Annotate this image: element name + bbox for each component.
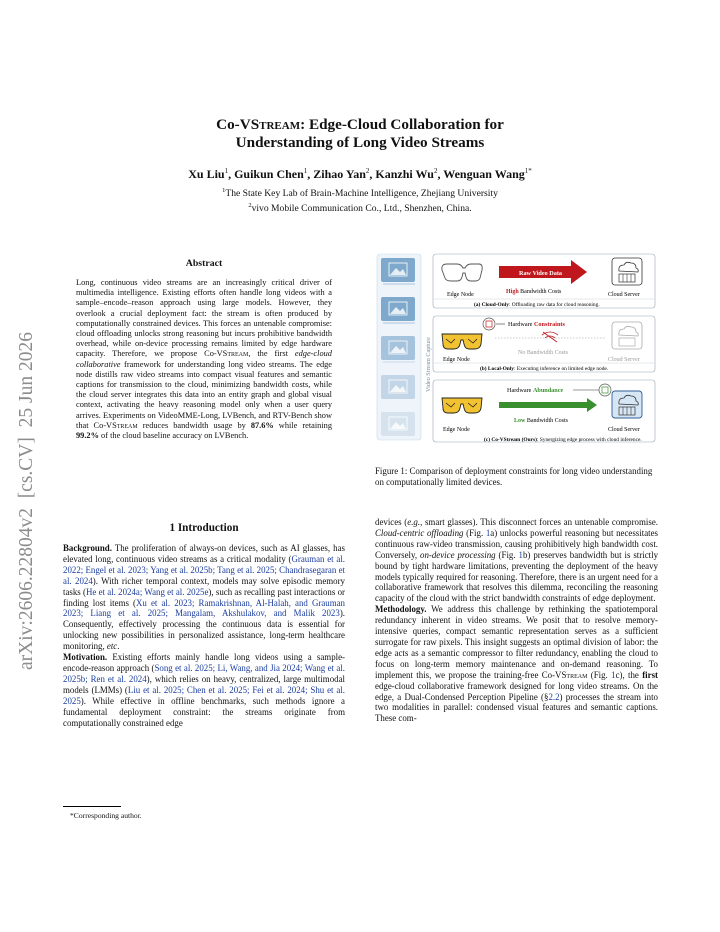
hardware-constraints-label: Hardware Constraints — [508, 321, 565, 328]
paragraph-background: Background. The proliferation of always-on devices, such as AI glasses, has elevated long, continuous video streams as a critical modality (Grauman et al. 2022; Engel et al. 2023; Yang et al. 2025b; Tang et al. 2025; Chandrasegaran et al. 2024). With richer temporal context, models may solve episodic memory tasks (He et al. 2024a; Wang et al. 2025e), such as recalling past interactions or finding lost items (Xu et al. 2023; Ramakrishnan, Al-Halah, and Grauman 2023; Liang et al. 2025; Mangalam, Akshulakov, and Malik 2023). Consequently, effectively processing the continuous data is essential for unlocking new possibilities in personalized assistance, long-term healthcare monitoring, etc. — [63, 543, 345, 652]
section-heading-introduction: 1 Introduction — [169, 522, 239, 534]
chip-icon — [483, 318, 495, 330]
bandwidth-cost-b: No Bandwidth Costs — [518, 350, 569, 356]
figure-1 — [375, 252, 658, 444]
edge-node-label-b: Edge Node — [443, 357, 470, 363]
figure-link[interactable]: 1 — [485, 527, 491, 538]
cloud-server-label-b: Cloud Server — [608, 357, 640, 363]
panel-c-caption: (c) Co-VStream (Ours): Synergizing edge process with cloud inference. — [484, 437, 642, 443]
edge-node-label-a: Edge Node — [447, 292, 474, 298]
affiliation-2: $^2$vivo Mobile Communication Co., Ltd., Shenzhen, China. — [248, 202, 472, 215]
affiliation-1: $^1$The State Key Lab of Brain-Machine Intelligence, Zhejiang University — [222, 187, 498, 200]
abstract-body: Long, continuous video streams are an increasingly critical driver of multimedia intelligence. Existing efforts often handle long videos with a sample–encode–reason approach using large models. However, they overlook a crucial deployment fact: the stream is often produced by computationally constrained devices. This forces an untenable compromise: cloud offloading unlocks strong reasoning but incurs prohibitive bandwidth overhead, while on-device processing remains limited by edge hardware capacity. Therefore, we propose Co-VStream, the first edge-cloud collaborative framework for understanding long video streams. The edge node distills raw video streams into compact visual features and semantic captions for transmission to the cloud, minimizing bandwidth costs, while the cloud server integrates this data into an entity graph and global visual context, activating the heavy reasoning model only when a user query arrives. Experiments on VideoMME-Long, LVBench, and RTV-Bench show that Co-VStream reduces bandwidth usage by 87.6% while retaining 99.2% of the cloud baseline accuracy on LVBench. — [76, 278, 332, 441]
arxiv-stamp-text: arXiv:2606.22804v2 [cs.CV] 25 Jun 2026 — [16, 332, 37, 670]
bandwidth-cost-c: Low Bandwidth Costs — [514, 418, 569, 424]
paragraph-compromise: devices (e.g., smart glasses). This disconnect forces an untenable compromise. Cloud-centric offloading (Fig. 1a) unlocks powerful reasoning but necessitates continuous raw-video transmission, causing prohibitively high bandwidth cost. Conversely, on-device processing (Fig. 1b) preserves bandwidth but is strictly bound by tight hardware limitations, preventing the deployment of the heavy models typically required for reasoning. Therefore, there is an urgent need for a collaborative framework that resolves this dilemma, reconciling the reasoning capacity of the cloud with the strict bandwidth constraints of edge deployment. — [375, 517, 659, 604]
arxiv-stamp — [8, 256, 42, 676]
video-frame-thumbnail — [381, 412, 415, 436]
paragraph-methodology: Methodology. We address this challenge by rethinking the spatiotemporal redundancy inherent in video streams. We posit that to resolve memory-intensive queries, compact semantic representation serves as a sufficient surrogate for raw pixels. This insight suggests an optimal division of labor: the edge acts as a semantic compressor to filter redundancy, enabling the cloud to focus on long-term memory maintenance and on-demand reasoning. To implement this, we propose the training-free Co-VStream (Fig. 1c), the first edge-cloud collaborative framework designed for long video streams. On the edge, a Dual-Condensed Perception Pipeline (§2.2) processes the stream into two modalities in parallel: condensed visual features and semantic captions. These com- — [375, 604, 658, 724]
footnote-rule — [63, 806, 121, 807]
cloud-server-label-c: Cloud Server — [608, 427, 640, 433]
paper-title-line1: Co-VStream: Edge-Cloud Collaboration for — [216, 116, 504, 133]
author-list: Xu Liu$^1$, Guikun Chen$^1$, Zihao Yan$^2$, Kanzhi Wu$^2$, Wenguan Wang$^{1*}$ — [188, 167, 532, 181]
title-block — [60, 116, 660, 215]
intro-column-right — [375, 517, 658, 724]
citation-link[interactable]: Song et al. 2025; Li, Wang, and Jia 2024; Wang et al. 2025b; Ren et al. 2024 — [63, 662, 345, 684]
abstract-heading: Abstract — [185, 258, 223, 269]
figure-1-caption: Figure 1: Comparison of deployment constraints for long video understanding on computationally limited devices. — [375, 466, 653, 487]
bandwidth-cost-a: High Bandwidth Costs — [506, 289, 562, 295]
cloud-server-icon-disabled — [612, 322, 642, 349]
section-link[interactable]: 2.2 — [548, 691, 560, 702]
cloud-server-icon — [612, 391, 642, 418]
citation-link[interactable]: He et al. 2024a; Wang et al. 2025e — [85, 586, 209, 597]
paper-title-line2: Understanding of Long Video Streams — [235, 134, 485, 151]
figure-link[interactable]: 1 — [518, 549, 523, 560]
hardware-abundance-label: Hardware Abundance — [507, 387, 564, 394]
citation-link[interactable]: Xu et al. 2023; Ramakrishnan, Al-Halah, and Grauman 2023; Liang et al. 2025; Mangalam, Akshulakov, and Malik 2023 — [63, 597, 345, 619]
figure-link[interactable]: 1 — [611, 669, 616, 680]
panel-b-caption: (b) Local-Only: Executing inference on limited edge node. — [480, 366, 609, 372]
citation-link[interactable]: Liu et al. 2025; Chen et al. 2025; Fei et al. 2024; Shu et al. 2025 — [63, 684, 345, 706]
footnote: *Corresponding author. — [70, 811, 142, 820]
citation-link[interactable]: Grauman et al. 2022; Engel et al. 2023; Yang et al. 2025b; Tang et al. 2025; Chandrasegaran et al. 2024 — [63, 553, 345, 586]
edge-node-label-c: Edge Node — [443, 427, 470, 433]
video-frame-thumbnail — [381, 258, 415, 284]
video-frame-thumbnail — [381, 336, 415, 362]
cloud-server-icon — [612, 258, 642, 285]
panel-a-caption: (a) Cloud-Only: Offloading raw data for cloud reasoning. — [474, 302, 600, 308]
chip-icon — [599, 384, 611, 396]
video-frame-thumbnail — [381, 375, 415, 399]
cloud-server-label-a: Cloud Server — [608, 292, 640, 298]
paragraph-motivation: Motivation. Existing efforts mainly handle long videos using a sample-encode-reason approach (Song et al. 2025; Li, Wang, and Jia 2024; Wang et al. 2025b; Ren et al. 2024), which relies on heavy, centralized, large multimodal models (LMMs) (Liu et al. 2025; Chen et al. 2025; Fei et al. 2024; Shu et al. 2025). While effective in offline benchmarks, such methods ignore a fundamental deployment constraint: the streams originate from computationally constrained edge — [63, 652, 345, 728]
video-stream-label: Video Stream Capture — [425, 337, 432, 392]
intro-column-left — [63, 543, 345, 728]
raw-video-data-label: Raw Video Data — [519, 270, 562, 277]
video-frame-thumbnail — [381, 297, 415, 323]
